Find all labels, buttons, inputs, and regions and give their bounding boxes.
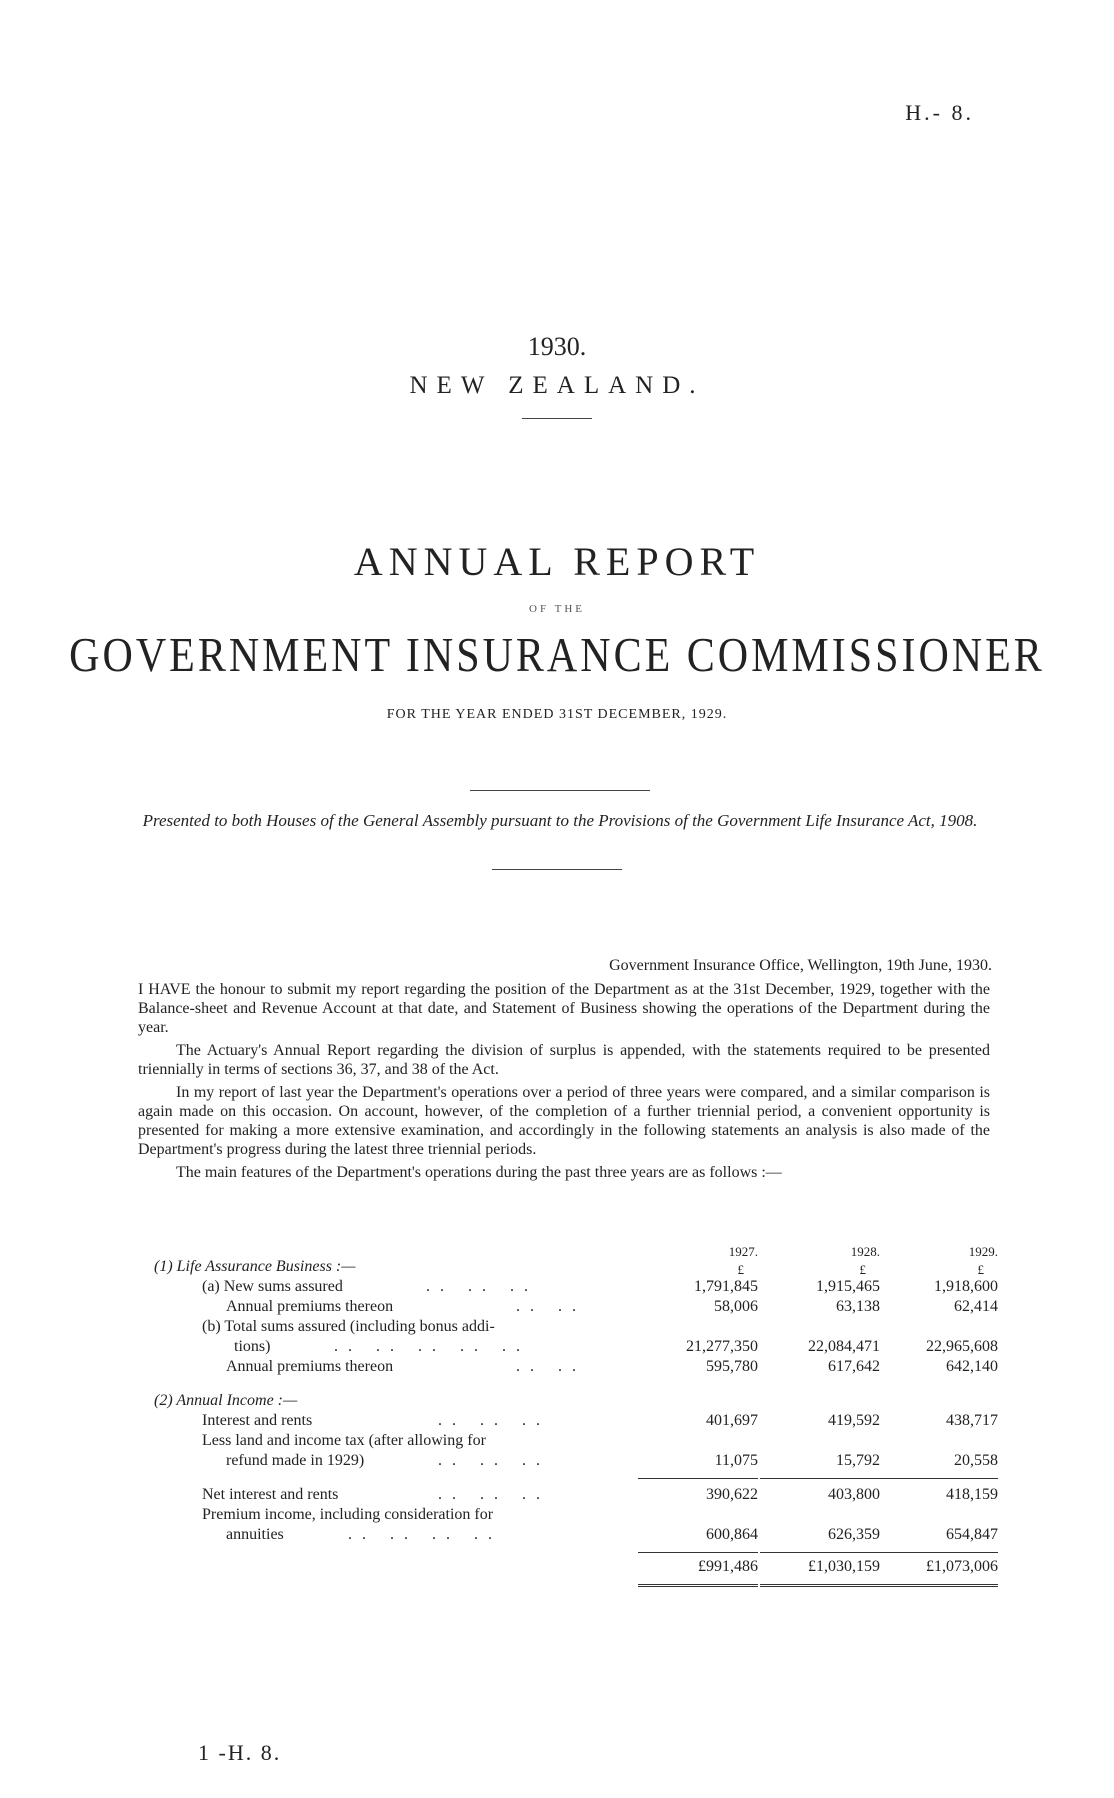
cell-value: 21,277,350 [686, 1338, 758, 1355]
cell-value: 1,918,600 [934, 1278, 998, 1295]
section-heading: (1) Life Assurance Business :— [154, 1258, 356, 1275]
total-value: £1,073,006 [926, 1558, 998, 1575]
leader-dots: .. .. .. [426, 1278, 538, 1295]
report-year: 1930. [527, 332, 587, 361]
divider [492, 869, 622, 870]
currency-symbol: £ [737, 1262, 744, 1277]
cell-value: 600,864 [706, 1526, 758, 1543]
table-row [138, 1392, 990, 1412]
table-row [138, 1452, 998, 1472]
leader-dots: .. .. .. .. [348, 1526, 502, 1543]
table-row [138, 1278, 998, 1298]
total-rule [638, 1584, 758, 1587]
paragraph-3: In my report of last year the Department's operations over a period of three years were compared, and a similar comparison is again made on this occasion. On account, however, of the completion of a further triennial period, a convenient opportunity is presented for making a more extensive examination, and accordingly in the following statements an analysis is also made of the Department's progress during the latest three triennial periods. [138, 1084, 990, 1158]
cell-value: 438,717 [946, 1412, 998, 1429]
totals-row [138, 1558, 998, 1578]
letter-address: Government Insurance Office, Wellington, 19th June, 1930. [609, 957, 992, 974]
total-rule [760, 1584, 880, 1587]
row-label: Premium income, including consideration for [202, 1506, 494, 1523]
table-row [138, 1338, 998, 1358]
country-heading: NEW ZEALAND. [409, 372, 705, 399]
leader-dots: .. .. .. [438, 1486, 550, 1503]
divider [522, 418, 592, 419]
cell-value: 626,359 [828, 1526, 880, 1543]
year-header: 1927. [728, 1244, 758, 1259]
divider [470, 790, 650, 791]
commissioner-title: GOVERNMENT INSURANCE COMMISSIONER [69, 629, 1045, 683]
table-row [138, 1506, 990, 1526]
table-row [138, 1412, 998, 1432]
page-reference: H.- 8. [905, 100, 974, 125]
leader-dots: .. .. .. [438, 1412, 550, 1429]
table-row [138, 1486, 998, 1506]
paragraph-2: The Actuary's Annual Report regarding the division of surplus is appended, with the statements required to be presented triennially in terms of sections 36, 37, and 38 of the Act. [138, 1042, 990, 1078]
cell-value: 22,084,471 [808, 1338, 880, 1355]
presented-note: Presented to both Houses of the General Assembly pursuant to the Provisions of the Government Life Insurance Act, 1908. [142, 811, 978, 830]
cell-value: 617,642 [828, 1358, 880, 1375]
cell-value: 63,138 [836, 1298, 880, 1315]
row-label: refund made in 1929) [226, 1452, 365, 1469]
cell-value: 654,847 [946, 1526, 998, 1543]
year-ended-line: FOR THE YEAR ENDED 31ST DECEMBER, 1929. [386, 707, 728, 722]
table-row [138, 1318, 990, 1338]
cell-value: 15,792 [836, 1452, 880, 1469]
report-title: ANNUAL REPORT [353, 539, 761, 584]
cell-value: 390,622 [706, 1486, 758, 1503]
leader-dots: .. .. .. .. .. [334, 1338, 530, 1355]
cell-value: 58,006 [714, 1298, 758, 1315]
row-label: Less land and income tax (after allowing for [202, 1432, 486, 1449]
paragraph-4: The main features of the Department's operations during the past three years are as follows :— [176, 1164, 782, 1181]
row-label: Net interest and rents [202, 1486, 339, 1503]
row-label: Interest and rents [202, 1412, 313, 1429]
total-value: £991,486 [698, 1558, 758, 1575]
cell-value: 419,592 [828, 1412, 880, 1429]
year-header: 1928. [850, 1244, 880, 1259]
total-value: £1,030,159 [808, 1558, 880, 1575]
cell-value: 403,800 [828, 1486, 880, 1503]
cell-value: 401,697 [706, 1412, 758, 1429]
row-label: tions) [234, 1338, 271, 1355]
row-label: (b) Total sums assured (including bonus addi- [202, 1318, 495, 1335]
table-row [138, 1298, 998, 1318]
row-label: (a) New sums assured [202, 1278, 343, 1295]
row-label: Annual premiums thereon [226, 1358, 394, 1375]
cell-value: 20,558 [954, 1452, 998, 1469]
leader-dots: .. .. [516, 1298, 586, 1315]
table-row [138, 1432, 990, 1452]
cell-value: 1,915,465 [816, 1278, 880, 1295]
operations-table [138, 1244, 998, 1578]
cell-value: 11,075 [714, 1452, 758, 1469]
year-header: 1929. [968, 1244, 998, 1259]
cell-value: 595,780 [706, 1358, 758, 1375]
cell-value: 642,140 [946, 1358, 998, 1375]
cell-value: 1,791,845 [694, 1278, 758, 1295]
leader-dots: .. .. [516, 1358, 586, 1375]
cell-value: 62,414 [954, 1298, 998, 1315]
cell-value: 22,965,608 [926, 1338, 998, 1355]
letter-body [138, 980, 990, 1186]
table-row [138, 1526, 998, 1546]
leader-dots: .. .. .. [438, 1452, 550, 1469]
section-heading: (2) Annual Income :— [154, 1392, 298, 1409]
total-rule [878, 1584, 998, 1587]
opening-words: I HAVE [138, 981, 191, 998]
paragraph-1-text: the honour to submit my report regarding the position of the Department as at the 31st December, 1929, together with the Balance-sheet and Revenue Account at that date, and Statement of Business showing the operations of the Department during the year. [138, 981, 991, 1036]
paragraph-1 [138, 980, 990, 1037]
row-label: annuities [226, 1526, 284, 1543]
cell-value: 418,159 [946, 1486, 998, 1503]
currency-symbol: £ [859, 1262, 866, 1277]
currency-row [138, 1258, 990, 1278]
page-footer: 1 -H. 8. [198, 1740, 282, 1765]
row-label: Annual premiums thereon [226, 1298, 394, 1315]
table-row [138, 1358, 998, 1378]
title-connector: OF THE [529, 603, 585, 615]
currency-symbol: £ [977, 1262, 984, 1277]
